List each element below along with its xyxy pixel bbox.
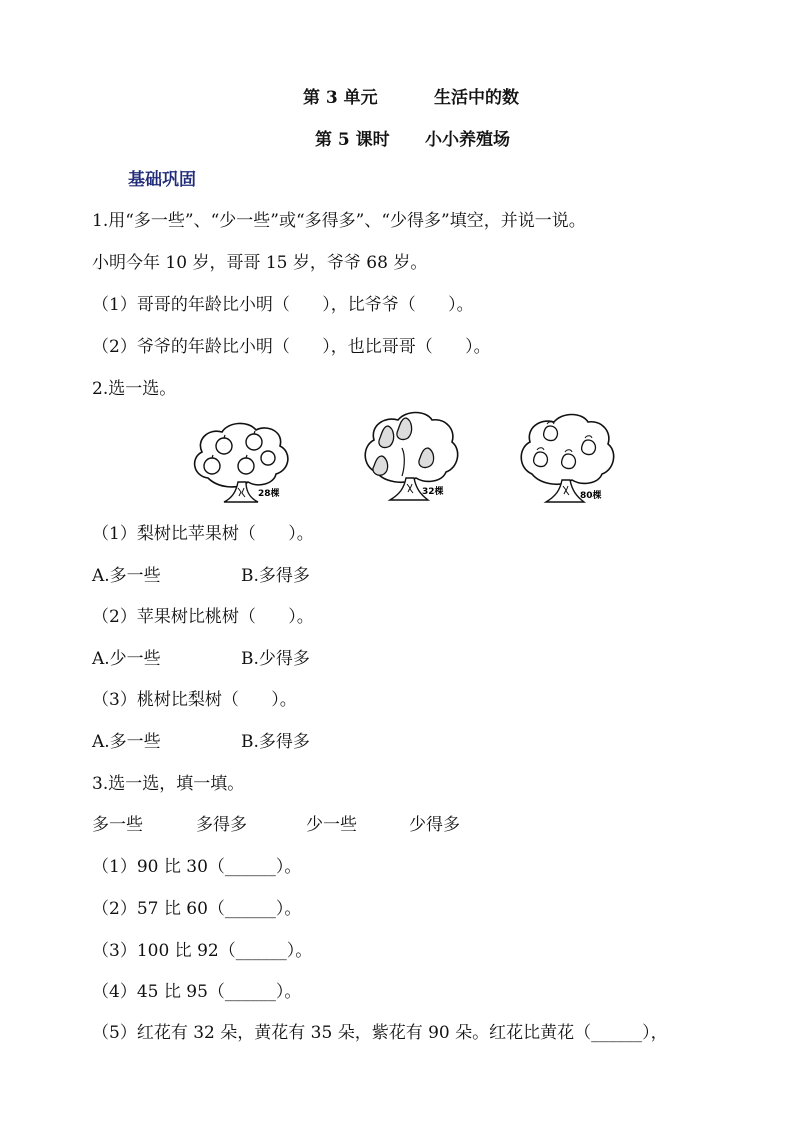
q2-item-1: （1）梨树比苹果树（ ）。	[92, 524, 314, 544]
q3-word-2: 多得多	[196, 815, 247, 835]
q3-word-1: 多一些	[92, 815, 143, 835]
q3-item-5: （5）红花有 32 朵，黄花有 35 朵，紫花有 90 朵。红花比黄花（______），	[92, 1023, 668, 1043]
q1-info: 小明今年 10 岁，哥哥 15 岁，爷爷 68 岁。	[92, 253, 428, 273]
q1-prompt: 1.用“多一些”、“少一些”或“多得多”、“少得多”填空，并说一说。	[92, 211, 586, 231]
q2-prompt: 2.选一选。	[92, 379, 177, 399]
q2-item-3: （3）桃树比梨树（ ）。	[92, 690, 297, 710]
q2-item-1-option-b: B.多得多	[241, 566, 310, 586]
q2-item-2: （2）苹果树比桃树（ ）。	[92, 607, 314, 627]
q2-item-2-option-a: A.少一些	[92, 649, 161, 669]
apple-tree-image	[188, 418, 298, 508]
q3-item-1: （1）90 比 30（______）。	[92, 857, 302, 877]
peach-tree-image	[514, 412, 624, 508]
section-title: 基础巩固	[128, 170, 196, 190]
q1-item-2: （2）爷爷的年龄比小明（ ），也比哥哥（ ）。	[92, 337, 491, 357]
pear-tree-count: 32棵	[422, 487, 444, 497]
q3-word-3: 少一些	[306, 815, 357, 835]
lesson-title: 小小养殖场	[425, 130, 510, 150]
q1-item-1: （1）哥哥的年龄比小明（ ），比爷爷（ ）。	[92, 295, 474, 315]
peach-tree-count: 80棵	[580, 491, 602, 501]
q2-item-3-option-b: B.多得多	[241, 732, 310, 752]
apple-tree-count: 28棵	[258, 489, 280, 499]
q2-item-2-option-b: B.少得多	[241, 649, 310, 669]
q2-item-3-option-a: A.多一些	[92, 732, 161, 752]
unit-number: 第 3 单元	[303, 88, 378, 108]
q3-item-3: （3）100 比 92（______）。	[92, 941, 313, 961]
q3-item-2: （2）57 比 60（______）。	[92, 899, 302, 919]
q3-prompt: 3.选一选，填一填。	[92, 774, 245, 794]
q3-word-4: 少得多	[409, 815, 460, 835]
q3-item-4: （4）45 比 95（______）。	[92, 982, 302, 1002]
q2-item-1-option-a: A.多一些	[92, 566, 161, 586]
pear-tree-image	[358, 410, 468, 508]
unit-title: 生活中的数	[434, 88, 519, 108]
lesson-number: 第 5 课时	[315, 130, 390, 150]
